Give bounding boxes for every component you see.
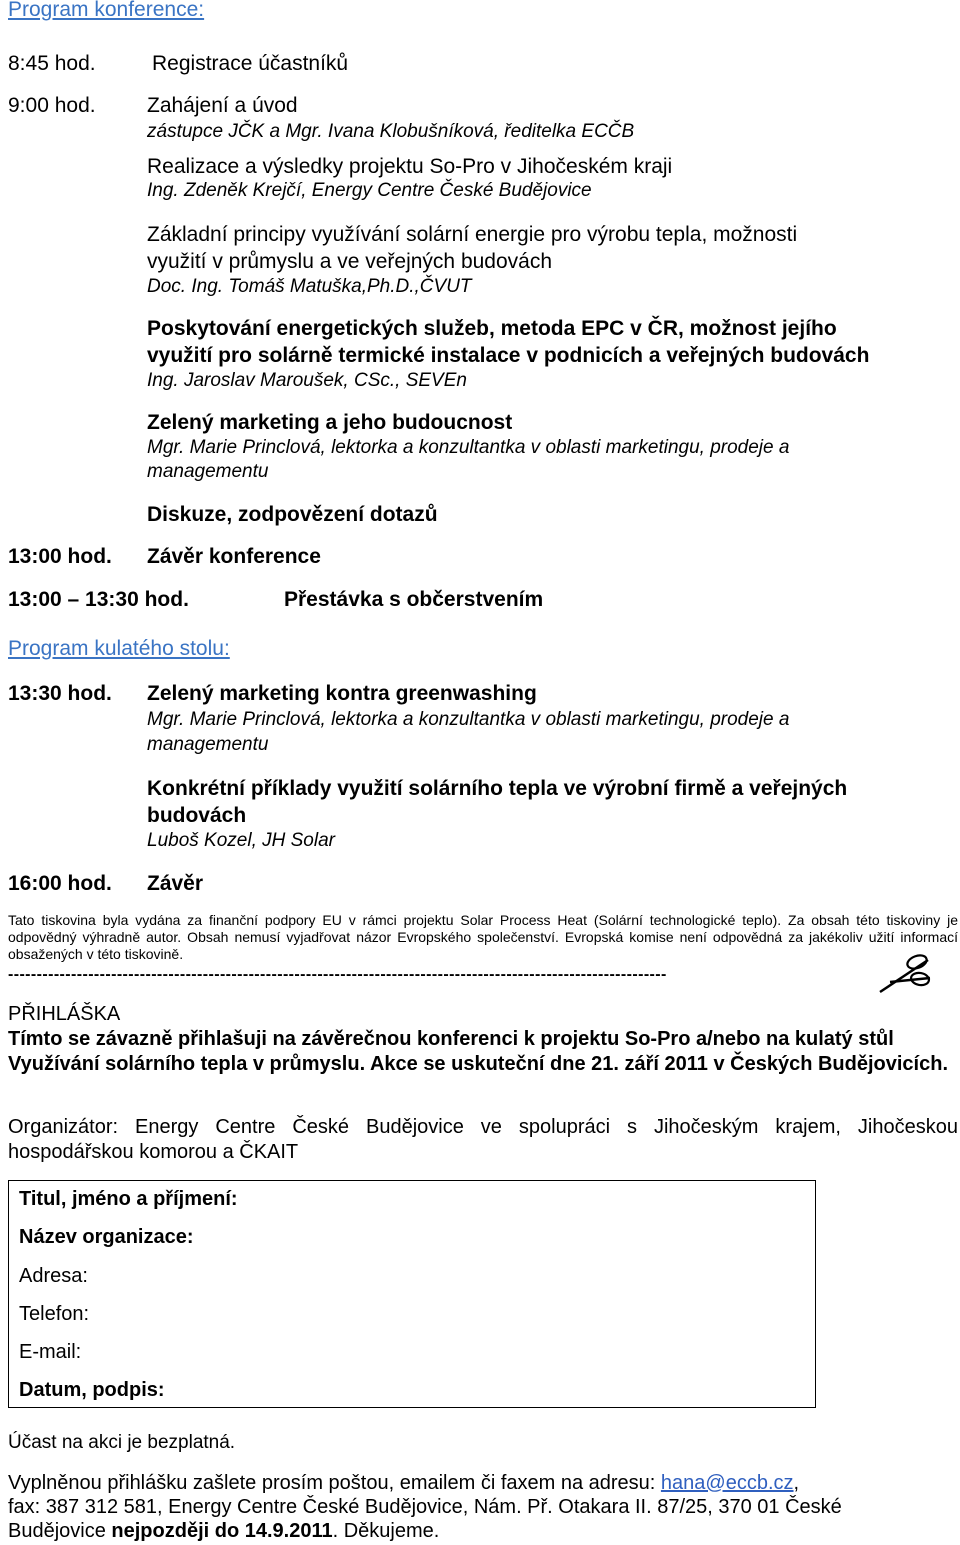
title-break: Přestávka s občerstvením xyxy=(284,588,544,611)
title-end: Závěr xyxy=(147,872,204,895)
talk-speaker: Mgr. Marie Princlová, lektorka a konzultantka v oblasti marketingu, prodeje a xyxy=(147,437,790,458)
email-link[interactable]: hana@eccb.cz xyxy=(660,1472,794,1494)
talk-speaker: Doc. Ing. Tomáš Matuška,Ph.D.,ČVUT xyxy=(147,276,472,297)
field-email-label[interactable]: E-mail: xyxy=(19,1341,82,1363)
footer-line1 xyxy=(8,1472,799,1495)
footer-text: Vyplněnou přihlášku zašlete prosím poštou, emailem či faxem na adresu: xyxy=(8,1472,661,1494)
program-title: Program konference: xyxy=(8,0,205,21)
field-phone-label[interactable]: Telefon: xyxy=(19,1303,90,1325)
footer-line2: fax: 387 312 581, Energy Centre České Budějovice, Nám. Př. Otakara II. 87/25, 370 01 České xyxy=(8,1496,842,1518)
roundtable-talk-title: Zelený marketing kontra greenwashing xyxy=(147,682,537,705)
speaker-opening: zástupce JČK a Mgr. Ivana Klobušníková, ředitelka ECČB xyxy=(147,121,635,142)
roundtable-talk-title: Konkrétní příklady využití solárního tepla ve výrobní firmě a veřejných xyxy=(147,777,848,800)
time-opening: 9:00 hod. xyxy=(8,94,96,117)
roundtable-speaker-cont: managementu xyxy=(147,734,269,755)
field-address-label[interactable]: Adresa: xyxy=(19,1265,88,1287)
footer-city: Budějovice xyxy=(8,1520,112,1542)
roundtable-speaker: Luboš Kozel, JH Solar xyxy=(147,830,335,851)
registration-title: PŘIHLÁŠKA xyxy=(8,1003,121,1025)
talk-title: Poskytování energetických služeb, metoda EPC v ČR, možnost jejího xyxy=(147,317,837,340)
footer-line3 xyxy=(8,1520,439,1543)
time-break: 13:00 – 13:30 hod. xyxy=(8,588,189,611)
title-registration: Registrace účastníků xyxy=(152,52,349,75)
talk-title-cont: využití pro solárně termické instalace v podnicích a veřejných budovách xyxy=(147,344,870,367)
free-note: Účast na akci je bezplatná. xyxy=(8,1432,236,1453)
field-organization-label[interactable]: Název organizace: xyxy=(19,1226,194,1248)
talk-speaker: Ing. Zdeněk Krejčí, Energy Centre České Budějovice xyxy=(147,180,592,201)
time-end: 16:00 hod. xyxy=(8,872,112,895)
registration-text: Tímto se závazně přihlašuji na závěrečnou konferenci k projektu So-Pro a/nebo na kulatý stůl Využívání solárního tepla v průmyslu. Akce se uskuteční dne 21. září 2011 v Českých Budějovicích. xyxy=(8,1028,949,1075)
disclaimer: Tato tiskovina byla vydána za finanční podpory EU v rámci projektu Solar Process Heat (Solární technologické teplo). Za obsah této tiskoviny je odpovědný výhradně autor. Obsah nemusí vyjadřovat názor Evropského společenství. Evropská komise není odpovědná za jakékoliv užití informací obsažených v této tiskovině. xyxy=(8,912,958,962)
title-closing: Závěr konference xyxy=(147,545,321,568)
talk-speaker-cont: managementu xyxy=(147,461,269,482)
title-opening: Zahájení a úvod xyxy=(147,94,298,117)
time-registration: 8:45 hod. xyxy=(8,52,96,75)
registration-form xyxy=(8,1180,816,1408)
talk-title-cont: využití v průmyslu a ve veřejných budovách xyxy=(147,250,553,273)
field-name-label[interactable]: Titul, jméno a příjmení: xyxy=(19,1188,238,1210)
roundtable-speaker: Mgr. Marie Princlová, lektorka a konzultantka v oblasti marketingu, prodeje a xyxy=(147,709,790,730)
roundtable-talk-title-cont: budovách xyxy=(147,804,247,827)
scissors-icon xyxy=(876,952,934,1003)
thanks: . Děkujeme. xyxy=(332,1520,440,1542)
roundtable-title: Program kulatého stolu: xyxy=(8,637,230,660)
cut-line: ------------------------------------------------------------------------------------------------------------------- xyxy=(8,966,667,983)
talk-title: Základní principy využívání solární energie pro výrobu tepla, možnosti xyxy=(147,223,798,246)
time-closing: 13:00 hod. xyxy=(8,545,112,568)
footer-comma: , xyxy=(793,1472,800,1494)
field-date-signature-label[interactable]: Datum, podpis: xyxy=(19,1379,165,1401)
organizer: Organizátor: Energy Centre České Budějovice ve spolupráci s Jihočeským krajem, Jihočeskou hospodářskou komorou a ČKAIT xyxy=(8,1116,958,1163)
deadline: nejpozději do 14.9.2011 xyxy=(111,1520,333,1542)
talk-title: Diskuze, zodpovězení dotazů xyxy=(147,503,438,526)
talk-title: Realizace a výsledky projektu So-Pro v Jihočeském kraji xyxy=(147,155,673,178)
talk-speaker: Ing. Jaroslav Maroušek, CSc., SEVEn xyxy=(147,370,467,391)
talk-title: Zelený marketing a jeho budoucnost xyxy=(147,411,513,434)
time-roundtable: 13:30 hod. xyxy=(8,682,112,705)
